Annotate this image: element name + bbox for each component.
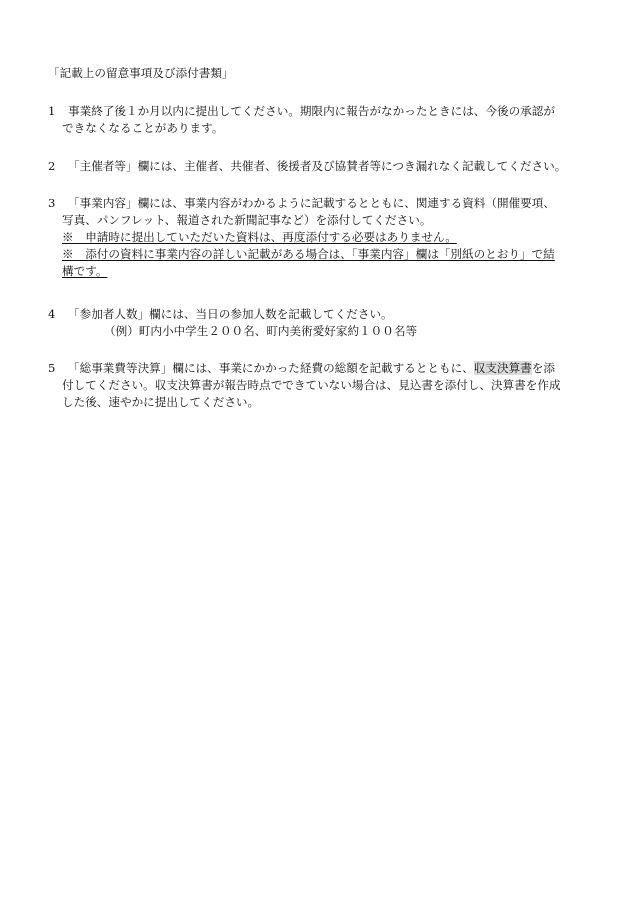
list-item <box>48 195 593 280</box>
item-text: 事業終了後１か月以内に提出してください。期限内に報告がなかったときには、今後の承認が <box>68 104 555 118</box>
item-text: した後、速やかに提出してください。 <box>62 395 260 409</box>
item-text: できなくなることがあります。 <box>62 121 224 135</box>
note-text: ※ 添付の資料に事業内容の詳しい記載がある場合は、「事業内容」欄は「別紙のとおり」で結 <box>62 247 555 261</box>
item-text: 「事業内容」欄には、事業内容がわかるように記載するとともに、関連する資料（開催要項、 <box>68 196 555 210</box>
note-text: ※ 申請時に提出していただいた資料は、再度添付する必要はありません。 <box>62 230 457 244</box>
item-text: を添 <box>531 361 555 375</box>
item-text: 付してください。収支決算書が報告時点でできていない場合は、見込書を添付し、決算書を作成 <box>62 378 561 392</box>
highlighted-term: 収支決算書 <box>473 361 532 375</box>
list-item <box>48 306 593 340</box>
list-item <box>48 103 593 137</box>
item-number: 3 <box>48 196 56 210</box>
item-number: 4 <box>48 307 56 321</box>
document-title: 「記載上の留意事項及び添付書類」 <box>48 66 234 80</box>
item-text: 「参加者人数」欄には、当日の参加人数を記載してください。 <box>68 307 393 321</box>
list-item <box>48 360 593 411</box>
item-number: 1 <box>48 104 56 118</box>
item-text: 「主催者等」欄には、主催者、共催者、後援者及び協賛者等につき漏れなく記載してください。 <box>68 159 567 173</box>
example-text: （例）町内小中学生２００名、町内美術愛好家約１００名等 <box>104 324 418 338</box>
list-item <box>48 158 593 175</box>
note-text: 構です。 <box>62 264 108 278</box>
item-number: 2 <box>48 159 56 173</box>
item-text: 写真、パンフレット、報道された新聞記事など）を添付してください。 <box>62 213 432 227</box>
item-text: 「総事業費等決算」欄には、事業にかかった経費の総額を記載するとともに、 <box>68 361 474 375</box>
item-number: 5 <box>48 361 56 375</box>
